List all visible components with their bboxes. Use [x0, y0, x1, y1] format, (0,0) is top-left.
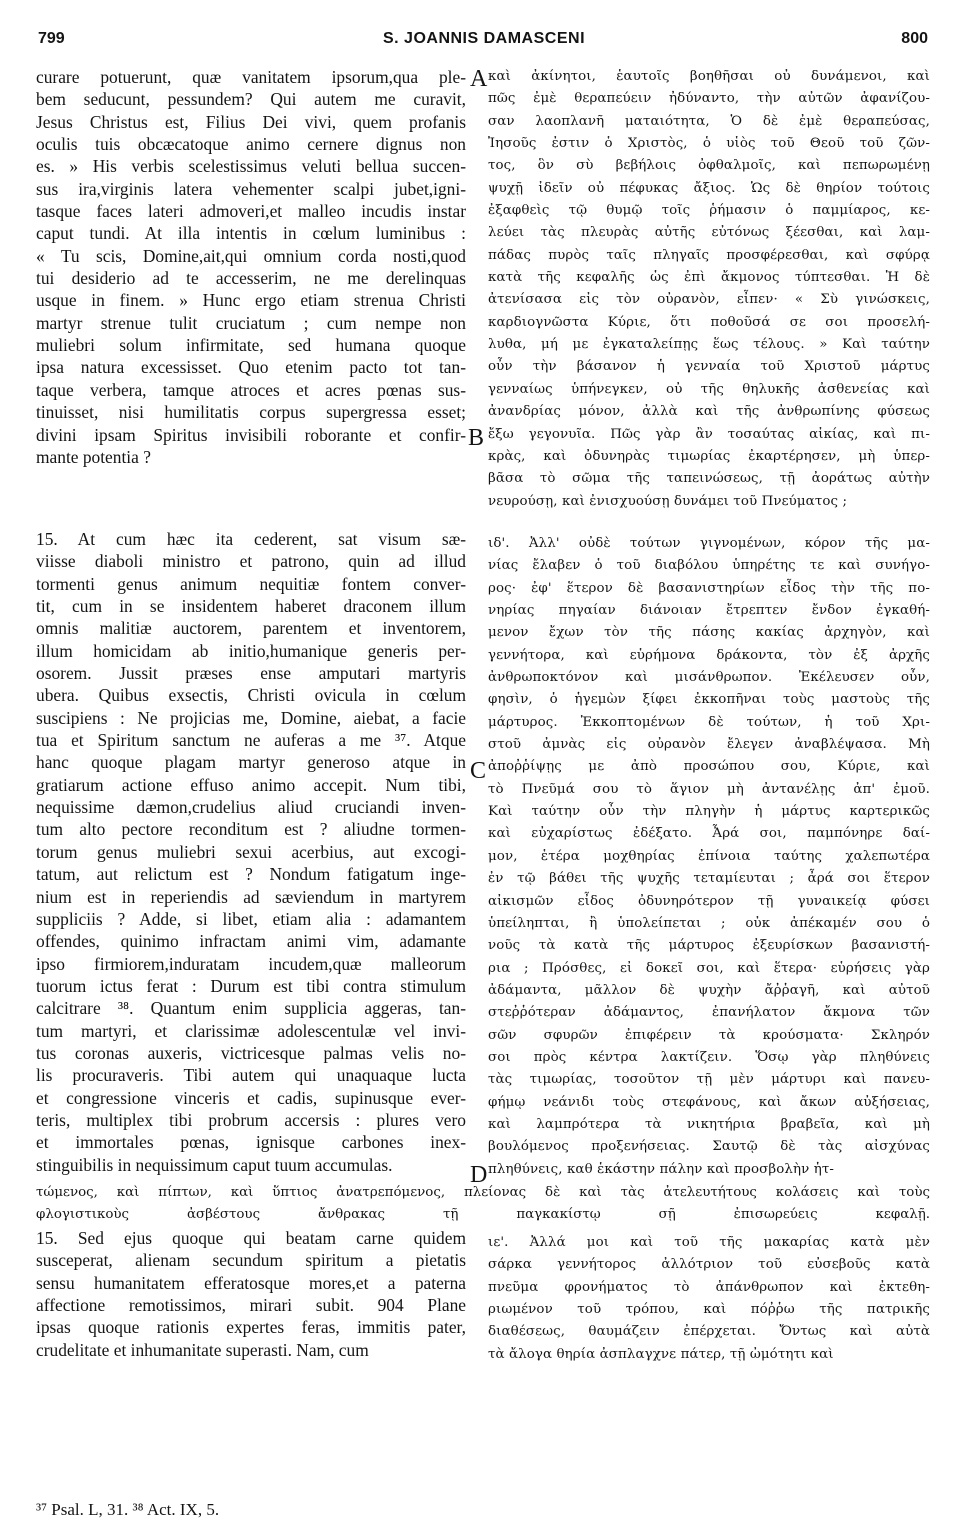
text-line: ιδ'. Ἀλλ' οὐδὲ τούτων γιγνομένων, κόρον τῆς μα- [488, 536, 930, 551]
text-line: Καὶ ταύτην οὖν τὴν πληγὴν ἡ μάρτυς καρτερικῶς [488, 804, 930, 820]
text-line: suppliciis ? Adde, si libet, etiam alia : adamantem [36, 908, 466, 929]
text-line: tua et Spiritum sanctum ne auferas a me ³⁷. Atque [36, 730, 466, 751]
text-line: « Tu scis, Domine,ait,qui omnium corda nosti,quod [36, 245, 466, 266]
text-line: et immortales pœnas, ignisque carbones inex- [36, 1132, 466, 1153]
text-line: φησὶν, ὁ ἡγεμὼν ξίφει ἐκκοπῆναι τοὺς μαστοὺς τῆς [488, 692, 930, 708]
text-line: σοι πρὸς κέντρα λακτίζειν. Ὅσῳ γὰρ πληθύνεις [488, 1049, 930, 1065]
text-line: sus ira,virginis latera vehementer scalpi jubet,igni- [36, 178, 466, 199]
text-line: 15. At cum hæc ita cederent, sat visum sæ- [36, 529, 466, 549]
text-line: νίας ἔλαβεν ὁ τοῦ διαβόλου ὑπηρέτης τε καὶ συνήγο- [488, 558, 930, 574]
text-line: φήμῳ νεάνιδι τοὺς στεφάνους, καὶ ἄκων αὐξήσειας, [488, 1094, 930, 1110]
text-line: τὰ ἄλογα θηρία ἀσπλαγχνε πάτερ, τῇ ὠμότητι καὶ [488, 1346, 834, 1362]
text-line: hanc quoque plagam martyr generoso atque in [36, 752, 466, 773]
text-line: στεῤῥότεραν ἀδάμαντος, ἐπανήλατον ἄκμονα τῶν [488, 1005, 930, 1021]
latin-column-top [36, 66, 466, 468]
text-line: νοῦς τὰ κατὰ τῆς μάρτυρος ἐξευρίσκων βασανιστή- [488, 938, 930, 954]
text-line: βουλόμενος προξενήσειας. Σαυτῷ δὲ τὰς αἰσχύνας [488, 1139, 930, 1155]
text-line: ἀτενίσασα εἰς τὸν οὐρανὸν, εἶπεν· « Σὺ γινώσκεις, [488, 292, 930, 308]
text-line: es. » His verbis scelestissimus veluti bellua succen- [36, 156, 466, 177]
text-line: affectione remotissimos, mirari subit. 904 Plane [36, 1295, 466, 1316]
greek-column-paragraph-14 [488, 533, 930, 1181]
running-title: S. JOANNIS DAMASCENI [382, 30, 586, 47]
text-line: πνεῦμα φρονήματος τὸ ἀπάνθρωπον καὶ ἐκτεθη- [488, 1279, 930, 1295]
margin-marker-c: C [470, 758, 487, 784]
text-line: crudelitate et inhumanitate superasti. Nam, cum [36, 1339, 369, 1360]
text-line: offendes, quinimo infractam animi vim, adamante [36, 931, 466, 952]
text-line: γεννήτορα, καὶ εὑρήμονα δράκοντα, τὸν ἐξ ἀρχῆς [488, 647, 930, 663]
text-line: ἔξω γεγονυῖα. Πῶς γὰρ ἂν τοσαύτας αἰκίας, καὶ πι- [488, 426, 930, 442]
text-line: γενναίως ὑπήνεγκεν, οὐ τῆς θηλυκῆς ἀσθενείας καὶ [488, 381, 930, 397]
text-line: tui desiderio ad te accesserim, ne me derelinquas [36, 268, 466, 289]
text-line: τώμενος, καὶ πίπτων, καὶ ὕπτιος ἀνατρεπόμενος, πλείονας δὲ καὶ τὰς ἀτελευτήτους κολάσεις καὶ τοὺς [36, 1185, 930, 1200]
text-line: tinuisset, nisi humilitatis corpus supergressa esset; [36, 402, 466, 423]
text-line: 15. Sed ejus quoque qui beatam carne quidem [36, 1228, 466, 1248]
text-line: κατὰ τῆς κεφαλῆς ὡς ἐπὶ ἄκμονος τύπτεσθαι. Ἡ δὲ [488, 270, 930, 286]
text-line: tormenti genus animum nequitiæ fontem conver- [36, 573, 466, 594]
text-line: muliebri solum infirmitate, sed humana quoque [36, 335, 466, 356]
text-line: μενον ἔχων τὸν τῆς πάσης κακίας ἀρχηγὸν, καὶ [488, 625, 930, 641]
text-line: teris, multiplex tibi probrum accersis : plures vero [36, 1109, 466, 1130]
text-line: ρια ; Πρόσθες, εἰ δοκεῖ σοι, καὶ ἕτερα· εὑρήσεις γὰρ [488, 960, 930, 976]
text-line: λυθα, μή με ἐγκαταλείπῃς ἕως τέλους. » Καὶ ταύτην [488, 337, 930, 353]
text-line: σάρκα γεννήτορος ἀλλότριον τοῦ εὐσεβοῦς κατὰ [488, 1257, 930, 1273]
text-line: καὶ εὐχαρίστως ἐδέξατο. Ἆρά σοι, παμπόνηρε δαί- [488, 826, 930, 842]
text-line: ριωμένον τοῦ τρόπου, καὶ πόῤῥω τῆς πατρικῆς [488, 1302, 930, 1318]
text-line: torum genus muliebri sexui acerbius, aut excogi- [36, 841, 466, 862]
text-line: πῶς ἐμὲ θεραπεύειν ἠδύναντο, τὴν αὐτῶν ἀφανίζου- [488, 91, 930, 107]
text-line: πάδας πυρὸς ταῖς πληγαῖς προσφέρεσθαι, καὶ σφύρᾳ [488, 247, 930, 263]
text-line: λεύει τὰς πλευρὰς αὐτῆς εὐτόνως ξέεσθαι, καὶ λαμ- [488, 225, 930, 241]
page-header [0, 30, 968, 60]
text-line: ipsas quoque rationis expertes feras, immitis pater, [36, 1317, 466, 1338]
text-line: caput tundi. At illa intentis in cœlum luminibus : [36, 223, 466, 244]
text-line: ὑπείληπται, ἢ ὑπολείπεται ; οὐκ ἀπέκαμέν σου ὁ [488, 915, 930, 931]
text-line: ubera. Quibus exsectis, Christi ovicula in cœlum [36, 685, 466, 706]
text-line: καρδιογνῶστα Κύριε, ὅτι ποθοῦσά σε σοι προσελή- [488, 314, 930, 330]
text-line: nium est in reperiendis ad sæviendum in martyrem [36, 886, 466, 907]
margin-marker-a: A [470, 66, 488, 92]
page-number-left: 799 [38, 30, 65, 47]
text-line: ipso firmiorem,induratam incudem,quæ malleorum [36, 953, 466, 974]
text-line: nequissime dæmon,crudelius aliud cruciandi inven- [36, 797, 466, 818]
text-line: stinguibilis in nequissimum caput tuum accumulas. [36, 1154, 393, 1175]
text-line: sensu humanitatem efferatosque mores,et a paterna [36, 1272, 466, 1293]
text-line: Ἰησοῦς ἐστιν ὁ Χριστὸς, ὁ υἱὸς τοῦ Θεοῦ τοῦ ζῶν- [488, 136, 930, 152]
text-line: σαν λαοπλανῆ ματαιότητα, Ὁ δὲ ἐμὲ θεραπεύσας, [488, 113, 930, 129]
text-line: ἀποῤῥίψῃς με ἀπὸ προσώπου σου, Κύριε, καὶ [488, 759, 930, 775]
text-line: tus coronas auxeris, victricesque palmas velis no- [36, 1042, 466, 1063]
latin-column-paragraph-16 [36, 1227, 466, 1361]
text-line: martyr strenue tulit cruciatum ; cum nempe non [36, 312, 466, 333]
text-line: οὖν τὴν βάσανον ἡ γενναία τοῦ Χριστοῦ μάρτυς [488, 359, 930, 375]
text-line: tatum, aut relictum est ? Nondum fatigatum inge- [36, 864, 466, 885]
text-line: tit, cum in se insidentem haberet draconem illum [36, 596, 466, 617]
text-line: μον, ἑτέρα μοχθηρίας ἐπίνοια ταύτης χαλεπωτέρα [488, 848, 930, 864]
text-line: calcitrare ³⁸. Quantum enim supplicia aggeras, tan- [36, 998, 466, 1019]
text-line: στοῦ ἀμνὰς εἰς οὐρανὸν ἔλεγεν ἀναβλέψασα. Μὴ [488, 737, 930, 753]
text-line: ἐξαφθεὶς τῷ θυμῷ τοῖς ῥήμασιν ὁ παμμίαρος, κε- [488, 203, 930, 219]
text-line: oculis tuis obcæcatoque animo cernere dignus non [36, 134, 466, 155]
text-line: taque verbera, tamque atroces et acres pœnas sus- [36, 379, 466, 400]
page-number-right: 800 [901, 30, 928, 47]
text-line: tuorum ictus ferat : Durum est tibi contra stimulum [36, 975, 466, 996]
text-line: σῶν σφυρῶν ἐπιφέρειν τὰ κρούσματα· Σκληρόν [488, 1027, 930, 1043]
text-line: τος, ὃν σὺ βεβήλοις ὀφθαλμοῖς, καὶ πεπωρωμένῃ [488, 158, 930, 174]
text-line: curare potuerunt, quæ vanitatem ipsorum,qua ple- [36, 67, 466, 87]
text-line: ipsa natura excessisset. Quo etenim pacto tot tan- [36, 357, 466, 378]
margin-marker-d: D [470, 1162, 488, 1188]
latin-column-paragraph-15 [36, 528, 466, 1176]
text-line: μάρτυρος. Ἐκκοπτομένων δὲ τούτων, ἡ τοῦ Χρι- [488, 714, 930, 730]
text-line: νευρούσῃ, καὶ ἐνισχυούσῃ δυνάμει τοῦ Πνεύματος ; [488, 493, 848, 509]
text-line: ιε'. Ἀλλά μοι καὶ τοῦ τῆς μακαρίας κατὰ μὲν [488, 1235, 930, 1250]
text-line: αἰκισμῶν εἶδος ὀδυνηρότερον τῇ γυναικείᾳ φύσει [488, 893, 930, 909]
text-line: ρος· ἐφ' ἕτερον δὲ βασανιστηρίων εἶδος τὴν τῆς πο- [488, 580, 930, 596]
text-line: omnis malitiæ auctorem, parentem et inventorem, [36, 618, 466, 639]
text-line: tum martyri, et clarissimæ adolescentulæ vel invi- [36, 1020, 466, 1041]
text-line: suscipiens : Ne projicias me, Domine, aiebat, a facie [36, 707, 466, 728]
text-line: ἀδάμαντα, μᾶλλον δὲ ψυχὴν ἄῤῥαγῆ, καὶ αὐτοῦ [488, 982, 930, 998]
text-line: πληθύνεις, καθ ἑκάστην πάλην καὶ προσβολὴν ἡτ- [488, 1161, 834, 1177]
text-line: διαθέσεως, θαυμάζειν ἐπέρχεται. Ὄντως καὶ αὐτὰ [488, 1324, 930, 1340]
greek-column-paragraph-15 [488, 1232, 930, 1366]
greek-column-top [488, 66, 930, 513]
text-line: gratiarum actione effuso animo accepit. Num tibi, [36, 774, 466, 795]
text-line: tasque faces lateri admoveri,et malleo incudis instar [36, 201, 466, 222]
text-line: lis procuraveris. Tibi autem qui unaquaque lucta [36, 1065, 466, 1086]
footnotes: ³⁷ Psal. L, 31. ³⁸ Act. IX, 5. [36, 1500, 220, 1519]
text-line: κρὰς, καὶ ὀδυνηρὰς τιμωρίας ἐκαρτέρησεν, μὴ ὑπερ- [488, 448, 930, 464]
text-line: viisse diaboli ministro et patrono, quin ad illud [36, 551, 466, 572]
text-line: καὶ ἀκίνητοι, ἑαυτοῖς βοηθῆσαι οὐ δυνάμενοι, καὶ [488, 69, 930, 84]
text-line: osorem. Jussit præses ense amputari martyris [36, 663, 466, 684]
greek-full-width-continuation [36, 1182, 930, 1227]
text-line: καὶ λαμπρότερα τὰ νικητήρια βραβεῖα, καὶ μὴ [488, 1116, 930, 1132]
text-line: divini ipsam Spiritus invisibili roborante et confir- [36, 424, 466, 445]
margin-marker-b: B [468, 425, 485, 451]
text-line: ἐν τῷ βάθει τῆς ψυχῆς τεταμίευται ; ἆρά σοι ἕτερον [488, 871, 930, 887]
text-line: νηρίας πηγαίαν διάνοιαν ἔτρεπτεν ἔνδον ἐγκαθή- [488, 603, 930, 619]
text-line: susceperat, alienam secundum spiritum a pietatis [36, 1250, 466, 1271]
text-line: mante potentia ? [36, 446, 151, 467]
text-line: tum alto pectore reconditum est ? aliudne tormen- [36, 819, 466, 840]
text-line: Jesus Christus est, Filius Dei vivi, quem profanis [36, 111, 466, 132]
text-line: ἀνανδρίας μόνον, ἀλλὰ καὶ τῆς ἀνθρωπίνης φύσεως [488, 404, 930, 420]
text-line: βᾶσα τὸ σῶμα τῆς ταπεινώσεως, τῇ ἀοράτως αὐτὴν [488, 471, 930, 487]
text-line: usque in finem. » Hunc ergo etiam strenua Christi [36, 290, 466, 311]
text-line: bem seducunt, pessundem? Qui autem me curavit, [36, 89, 466, 110]
text-line: φλογιστικοὺς ἀσβέστους ἄνθρακας τῇ παγκακίστῳ σῇ ἐπισωρεύεις κεφαλῇ. [36, 1207, 930, 1223]
text-line: τὰς τιμωρίας, τοσοῦτον τῇ μὲν μάρτυρι καὶ πανευ- [488, 1072, 930, 1088]
text-line: et congressione vinceris et cadis, supinusque ever- [36, 1087, 466, 1108]
text-line: ψυχῇ ἰδεῖν οὐ πέφυκας ἄξιος. Ὡς δὲ θηρίον τούτοις [488, 180, 930, 196]
text-line: ἀνθρωποκτόνον καὶ μισάνθρωπον. Ἐκέλευσεν οὖν, [488, 670, 930, 686]
text-line: illum homicidam ab initio,humanique generis per- [36, 640, 466, 661]
text-line: τὸ Πνεῦμά σου τὸ ἅγιον μὴ ἀντανέλῃς ἀπ' ἐμοῦ. [488, 781, 930, 797]
